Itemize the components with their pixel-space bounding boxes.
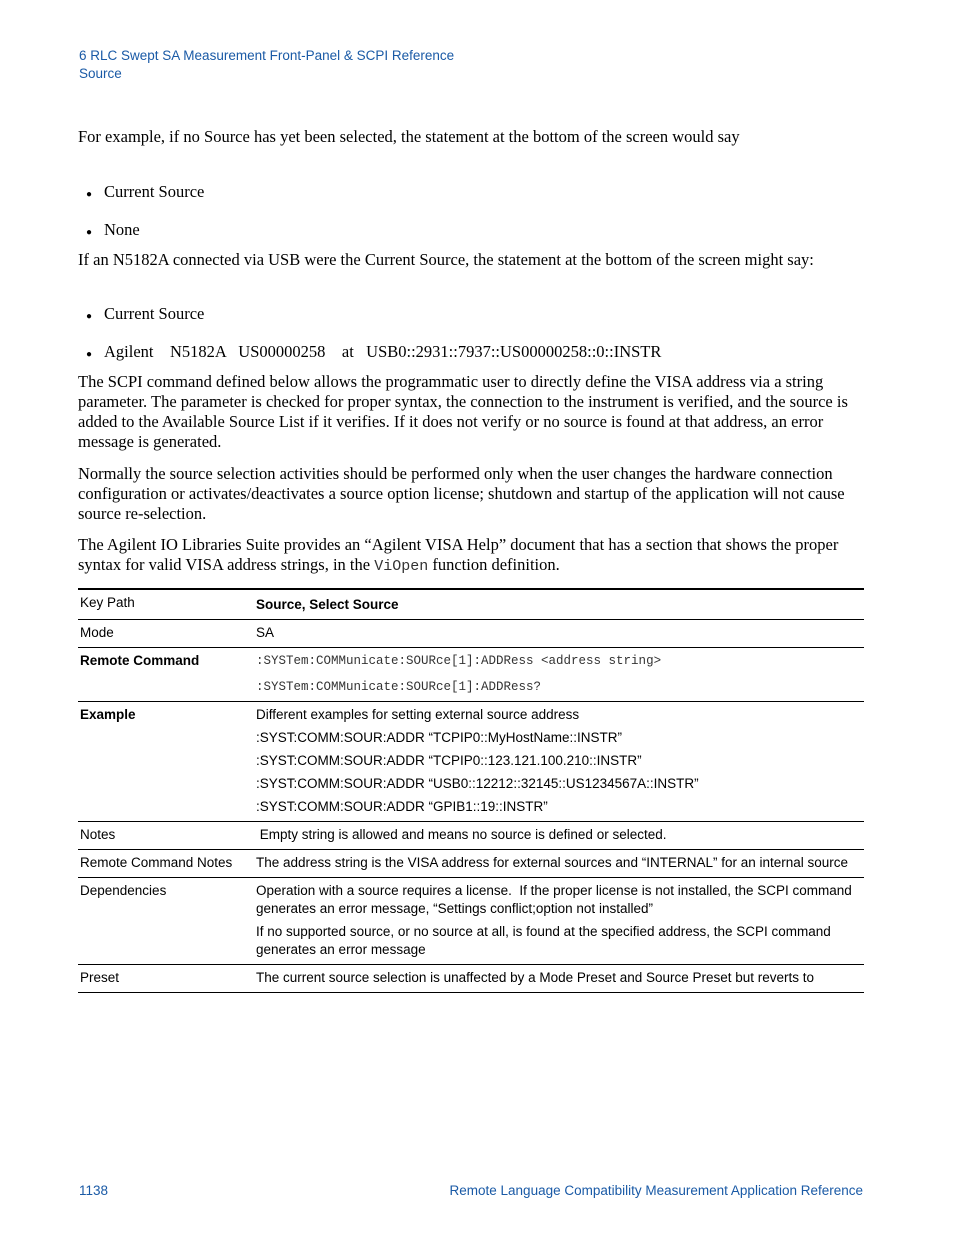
row-label: Key Path (80, 595, 135, 610)
row-value: The current source selection is unaffected by a Mode Preset and Source Preset but reverts to (256, 970, 815, 985)
footer-title: Remote Language Compatibility Measurement Application Reference (449, 1183, 863, 1198)
body-paragraph-4: Normally the source selection activities should be performed only when the user changes the hardware connection configuration or activates/deactivates a source option license; shutdown and startup of the application will not cause source re-selection. (78, 464, 845, 523)
list-item: ● Current Source (78, 182, 868, 205)
inline-code: ViOpen (374, 558, 429, 575)
table-row (78, 822, 864, 850)
bullet-list-2 (78, 304, 868, 365)
row-label: Notes (80, 827, 116, 842)
bullet-icon: ● (86, 349, 93, 360)
table-row (78, 589, 864, 620)
row-value: Source, Select Source (256, 597, 399, 612)
row-label: Preset (80, 970, 120, 985)
row-value: :SYSTem:COMMunicate:SOURce[1]:ADDRess <address string> :SYSTem:COMMunicate:SOURce[1]:ADDRess? (256, 654, 662, 694)
table-row (78, 965, 864, 993)
table-row (78, 878, 864, 965)
body-paragraph-2: If an N5182A connected via USB were the Current Source, the statement at the bottom of the screen might say: (78, 250, 814, 269)
body-paragraph-3: The SCPI command defined below allows the programmatic user to directly define the VISA address via a string parameter. The parameter is checked for proper syntax, the connection to the instrument is verified, and the source is added to the Available Source List if it verifies. If it does not verify or no source is found at that address, an error message is generated. (78, 372, 848, 451)
row-label: Dependencies (80, 883, 167, 898)
row-value: Different examples for setting external source address :SYST:COMM:SOUR:ADDR “TCPIP0::MyHostName::INSTR” :SYST:COMM:SOUR:ADDR “TCPIP0::123.121.100.210::INSTR” :SYST:COMM:SOUR:ADDR “USB0::12212::32145::US1234567A::INSTR” :SYST:COMM:SOUR:ADDR “GPIB1::19::INSTR” (256, 707, 699, 814)
row-label: Example (80, 707, 136, 722)
running-header (79, 47, 454, 83)
body-paragraph-1: For example, if no Source has yet been selected, the statement at the bottom of the screen would say (78, 127, 740, 146)
row-value: SA (256, 625, 275, 640)
bullet-list-1 (78, 182, 868, 243)
list-item: ● Agilent N5182A US00000258 at USB0::2931::7937::US00000258::0::INSTR (78, 342, 868, 365)
bullet-icon: ● (86, 189, 93, 200)
list-item: ● None (78, 220, 868, 243)
row-label: Remote Command (80, 653, 200, 668)
chapter-title: 6 RLC Swept SA Measurement Front-Panel & SCPI Reference (79, 48, 455, 63)
page-number: 1138 (79, 1183, 109, 1198)
bullet-icon: ● (86, 311, 93, 322)
row-label: Mode (80, 625, 114, 640)
table-row (78, 850, 864, 878)
table-row (78, 648, 864, 702)
command-reference-table (78, 588, 864, 993)
row-value: Empty string is allowed and means no source is defined or selected. (256, 827, 667, 842)
table-row (78, 620, 864, 648)
row-value: The address string is the VISA address for external sources and “INTERNAL” for an internal source (256, 855, 849, 870)
row-value: Operation with a source requires a license. If the proper license is not installed, the SCPI command generates an error message, “Settings conflict;option not installed” If no supported source, or no source at all, is found at the specified address, the SCPI command generates an error message (256, 883, 856, 957)
list-item: ● Current Source (78, 304, 868, 327)
table-row (78, 702, 864, 822)
row-label: Remote Command Notes (80, 855, 233, 870)
bullet-icon: ● (86, 227, 93, 238)
section-title: Source (79, 66, 122, 81)
body-paragraph-5: The Agilent IO Libraries Suite provides an “Agilent VISA Help” document that has a section that shows the proper syntax for valid VISA address strings, in the ViOpen function definition. (78, 535, 839, 575)
